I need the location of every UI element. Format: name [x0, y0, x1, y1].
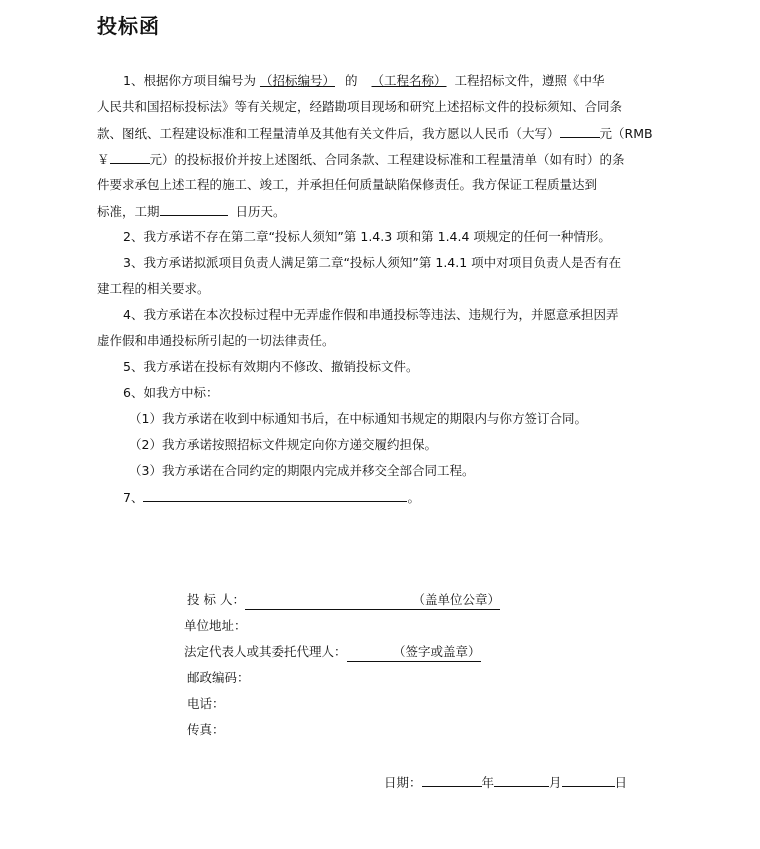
sign-note: （签字或盖章） [393, 644, 481, 659]
clause-text: 。 [407, 490, 420, 505]
representative-label: 法定代表人或其委托代理人： [184, 644, 347, 659]
clause-1-line-3 [97, 124, 653, 143]
clause-4-line-2: 虚作假和串通投标所引起的一切法律责任。 [97, 333, 335, 348]
bidder-row [187, 591, 500, 610]
amount-figures-blank [110, 150, 150, 164]
bidder-field [245, 591, 500, 610]
clause-text: 的 [344, 73, 358, 88]
clause-6-item-3: （3）我方承诺在合同约定的期限内完成并移交全部合同工程。 [129, 463, 475, 478]
clause-3-line-1: 3、我方承诺拟派项目负责人满足第二章“投标人须知”第 1.4.1 项中对项目负责人是否有在 [123, 255, 622, 270]
clause-text: 元（RMB [599, 126, 653, 141]
fax-label: 传真： [187, 722, 225, 737]
clause-7-blank [143, 488, 407, 502]
duration-blank [160, 202, 228, 216]
amount-words-blank [560, 124, 600, 138]
clause-1-line-2: 人民共和国招标投标法》等有关规定，经踏勘项目现场和研究上述招标文件的投标须知、合同条 [97, 99, 623, 114]
clause-text: 标准，工期 [97, 204, 160, 219]
date-row [384, 773, 627, 792]
seal-note: （盖单位公章） [412, 592, 500, 607]
clause-text: 款、图纸、工程建设标准和工程量清单及其他有关文件后，我方愿以人民币（大写） [97, 126, 560, 141]
clause-7 [123, 488, 420, 507]
postcode-label: 邮政编码： [187, 670, 250, 685]
clause-5: 5、我方承诺在投标有效期内不修改、撤销投标文件。 [123, 359, 419, 374]
month-label: 月 [549, 775, 562, 790]
clause-1-line-5: 件要求承包上述工程的施工、竣工，并承担任何质量缺陷保修责任。我方保证工程质量达到 [97, 177, 598, 192]
clause-1-line-1 [123, 72, 605, 90]
phone-label: 电话： [187, 696, 225, 711]
month-blank [494, 773, 549, 787]
clause-text: 工程招标文件，遵照《中华 [454, 73, 605, 88]
clause-6-item-2: （2）我方承诺按照招标文件规定向你方递交履约担保。 [129, 437, 437, 452]
clause-label: 7、 [123, 490, 144, 505]
clause-4-line-1: 4、我方承诺在本次投标过程中无弄虚作假和串通投标等违法、违规行为，并愿意承担因弄 [123, 307, 619, 322]
project-name-field: （工程名称） [371, 73, 447, 88]
day-label: 日 [614, 775, 628, 790]
clause-1-line-6 [97, 202, 286, 221]
clause-3-line-2: 建工程的相关要求。 [97, 281, 210, 296]
clause-text: 1、根据你方项目编号为 [123, 73, 256, 88]
representative-field [347, 643, 481, 662]
clause-2: 2、我方承诺不存在第二章“投标人须知”第 1.4.3 项和第 1.4.4 项规定的任何一种情形。 [123, 229, 611, 244]
representative-row [184, 643, 481, 662]
address-label: 单位地址： [184, 618, 247, 633]
year-label: 年 [481, 775, 495, 790]
clause-6: 6、如我方中标： [123, 385, 219, 400]
tender-number-field: （招标编号） [259, 73, 335, 88]
year-blank [422, 773, 482, 787]
day-blank [562, 773, 615, 787]
clause-text: ￥ [97, 152, 110, 167]
page-title: 投标函 [97, 14, 160, 38]
date-label: 日期： [384, 775, 422, 790]
clause-6-item-1: （1）我方承诺在收到中标通知书后，在中标通知书规定的期限内与你方签订合同。 [129, 411, 587, 426]
clause-1-line-4 [97, 150, 625, 169]
clause-text: 日历天。 [235, 204, 286, 219]
bidder-label: 投 标 人： [187, 592, 245, 607]
clause-text: 元）的投标报价并按上述图纸、合同条款、工程建设标准和工程量清单（如有时）的条 [149, 152, 625, 167]
